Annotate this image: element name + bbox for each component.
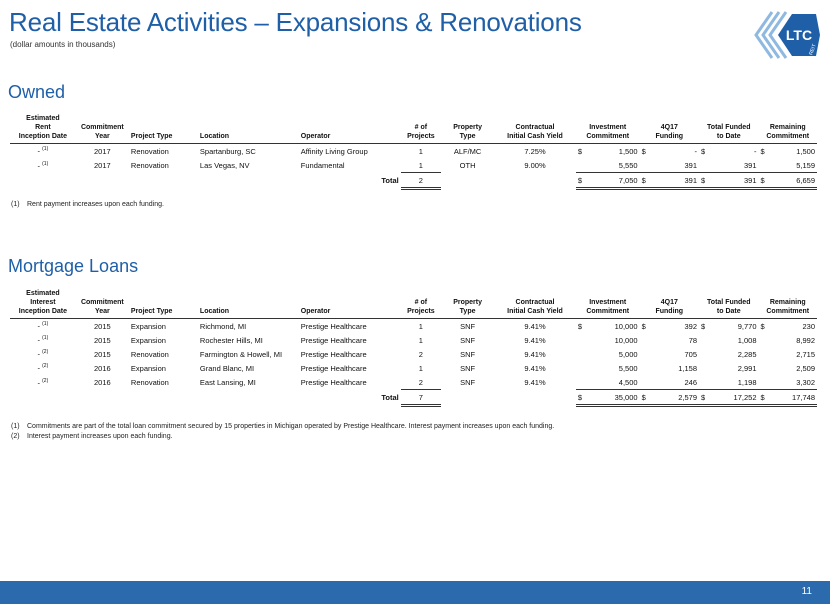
col-header-operator: Operator	[300, 133, 331, 140]
operator: Prestige Healthcare	[300, 377, 367, 387]
currency-symbol	[759, 158, 772, 173]
operator: Prestige Healthcare	[300, 321, 367, 331]
remaining-commitment: 2,509	[796, 363, 815, 373]
commitment-year: 2016	[94, 377, 111, 387]
col-header-projects: # of Projects	[407, 299, 435, 315]
currency-symbol: $	[576, 173, 589, 189]
currency-symbol	[640, 333, 653, 347]
section-title-mortgage-loans: Mortgage Loans	[8, 256, 139, 276]
investment-commitment: 10,000	[614, 321, 638, 331]
investment-commitment: 5,550	[589, 158, 640, 173]
property-type: SNF	[460, 377, 476, 387]
currency-symbol	[640, 158, 653, 173]
col-header-property-type: Property Type	[453, 299, 482, 315]
currency-symbol	[759, 333, 772, 347]
commitment-year: 2015	[94, 349, 111, 359]
currency-symbol: $	[760, 321, 765, 331]
total-quarter-funding: 2,579	[652, 390, 699, 406]
property-type: SNF	[460, 363, 476, 373]
project-type: Renovation	[130, 146, 169, 156]
location: Farmington & Howell, MI	[199, 349, 283, 359]
currency-symbol	[759, 361, 772, 375]
col-header-4q17: 4Q17 Funding	[655, 299, 684, 315]
col-header-investment: Investment Commitment	[586, 124, 630, 140]
inception-date: - $^{(1)}$	[37, 146, 49, 156]
project-count: 2	[401, 375, 441, 390]
total-funded: 2,991	[737, 363, 757, 373]
commitment-year: 2017	[94, 146, 111, 156]
col-header-total-funded: Total Funded to Date	[707, 299, 751, 315]
inception-date: - $^{(1)}$	[37, 335, 49, 345]
remaining-commitment: 5,159	[771, 158, 817, 173]
mortgage-footnote-2: (2) Interest payment increases upon each funding.	[11, 433, 173, 440]
total-investment: 7,050	[589, 173, 640, 189]
project-count: 2	[418, 349, 423, 359]
currency-symbol	[640, 347, 653, 361]
page-number: 11	[801, 586, 812, 597]
currency-symbol	[576, 347, 589, 361]
operator: Affinity Living Group	[300, 146, 368, 156]
operator: Fundamental	[300, 160, 345, 170]
total-remaining: 17,748	[771, 390, 817, 406]
location: Spartanburg, SC	[199, 146, 256, 156]
mortgage-footnote-1: (1) Commitments are part of the total loan commitment secured by 15 properties in Michigan operated by Prestige Healthcare. Interest payment increases upon each funding.	[11, 423, 555, 430]
col-header-remaining: Remaining Commitment	[766, 124, 810, 140]
total-quarter-funding: 391	[652, 173, 699, 189]
total-funded: 2,285	[737, 349, 757, 359]
col-header-4q17: 4Q17 Funding	[655, 124, 684, 140]
footer-bar	[0, 581, 830, 604]
project-count: 1	[418, 335, 423, 345]
currency-symbol	[699, 158, 712, 173]
col-header-project-type: Project Type	[130, 133, 173, 140]
operator: Prestige Healthcare	[300, 349, 367, 359]
cash-yield: 9.41%	[524, 349, 546, 359]
col-header-operator: Operator	[300, 308, 331, 315]
owned-header-row	[10, 114, 817, 144]
section-title-owned: Owned	[8, 82, 66, 102]
total-row	[10, 173, 817, 189]
table-row	[10, 347, 817, 361]
project-type: Renovation	[130, 377, 169, 387]
col-header-yield: Contractual Initial Cash Yield	[507, 124, 563, 140]
table-row	[10, 319, 817, 334]
page-title: Real Estate Activities – Expansions & Renovations	[9, 7, 582, 37]
quarter-funding: -	[694, 146, 698, 156]
col-header-year: Commitment Year	[80, 124, 124, 140]
currency-symbol	[699, 361, 712, 375]
location: Rochester Hills, MI	[199, 335, 263, 345]
remaining-commitment: 2,715	[796, 349, 815, 359]
owned-footnote-1: (1) Rent payment increases upon each funding.	[11, 201, 164, 208]
currency-symbol	[759, 375, 772, 390]
total-funded: 1,198	[712, 375, 759, 390]
commitment-year: 2017	[94, 160, 111, 170]
currency-symbol: $	[760, 146, 765, 156]
logo-subtext: REIT	[808, 43, 818, 57]
col-header-total-funded: Total Funded to Date	[707, 124, 751, 140]
col-header-year: Commitment Year	[80, 299, 124, 315]
total-funded: -	[754, 146, 757, 156]
remaining-commitment: 3,302	[771, 375, 817, 390]
total-funded: 1,008	[737, 335, 757, 345]
location: East Lansing, MI	[199, 377, 256, 387]
col-header-location: Location	[199, 308, 230, 315]
col-header-remaining: Remaining Commitment	[766, 299, 810, 315]
investment-commitment: 4,500	[589, 375, 640, 390]
investment-commitment: 5,000	[618, 349, 638, 359]
investment-commitment: 10,000	[614, 335, 638, 345]
total-label: Total	[381, 176, 399, 185]
project-type: Expansion	[130, 321, 166, 331]
currency-symbol: $	[701, 146, 706, 156]
currency-symbol	[699, 375, 712, 390]
col-header-inception: Estimated Rent Inception Date	[18, 115, 68, 140]
currency-symbol: $	[699, 390, 712, 406]
cash-yield: 9.41%	[524, 335, 546, 345]
table-row	[10, 375, 817, 390]
logo-text: LTC	[785, 27, 813, 43]
currency-symbol: $	[759, 173, 772, 189]
property-type: SNF	[460, 335, 476, 345]
cash-yield: 9.41%	[524, 321, 546, 331]
ltc-logo	[752, 8, 822, 62]
inception-date: - $^{(2)}$	[37, 363, 49, 373]
currency-symbol: $	[641, 146, 646, 156]
project-type: Expansion	[130, 363, 166, 373]
quarter-funding: 705	[684, 349, 698, 359]
currency-symbol	[699, 333, 712, 347]
quarter-funding: 391	[652, 158, 699, 173]
total-projects: 2	[401, 173, 441, 189]
quarter-funding: 78	[688, 335, 698, 345]
investment-commitment: 1,500	[618, 146, 638, 156]
col-header-investment: Investment Commitment	[586, 299, 630, 315]
property-type: OTH	[459, 160, 476, 170]
currency-symbol	[576, 333, 589, 347]
total-projects: 7	[401, 390, 441, 406]
operator: Prestige Healthcare	[300, 363, 367, 373]
investment-commitment: 5,500	[618, 363, 638, 373]
currency-symbol	[640, 361, 653, 375]
operator: Prestige Healthcare	[300, 335, 367, 345]
quarter-funding: 392	[684, 321, 698, 331]
col-header-yield: Contractual Initial Cash Yield	[507, 299, 563, 315]
mortgage-header-row	[10, 289, 817, 319]
currency-symbol: $	[577, 321, 583, 331]
currency-symbol: $	[577, 146, 583, 156]
cash-yield: 9.41%	[524, 377, 546, 387]
remaining-commitment: 230	[802, 321, 815, 331]
currency-symbol	[576, 375, 589, 390]
total-label: Total	[381, 393, 399, 402]
inception-date: - $^{(2)}$	[37, 349, 49, 359]
inception-date: - $^{(1)}$	[37, 321, 49, 331]
total-funded: 391	[712, 158, 759, 173]
quarter-funding: 1,158	[678, 363, 698, 373]
property-type: SNF	[460, 349, 476, 359]
col-header-project-type: Project Type	[130, 308, 173, 315]
commitment-year: 2015	[94, 335, 111, 345]
property-type: ALF/MC	[453, 146, 482, 156]
currency-symbol: $	[576, 390, 589, 406]
remaining-commitment: 8,992	[796, 335, 815, 345]
currency-symbol: $	[640, 390, 653, 406]
table-row	[10, 333, 817, 347]
currency-symbol	[699, 347, 712, 361]
currency-symbol: $	[701, 321, 706, 331]
location: Richmond, MI	[199, 321, 247, 331]
total-funded-to-date: 391	[712, 173, 759, 189]
owned-table	[10, 114, 817, 190]
currency-symbol: $	[759, 390, 772, 406]
col-header-inception: Estimated Interest Inception Date	[18, 290, 68, 315]
cash-yield: 9.41%	[524, 363, 546, 373]
commitment-year: 2015	[94, 321, 111, 331]
project-count: 1	[418, 321, 423, 331]
table-row	[10, 158, 817, 173]
col-header-projects: # of Projects	[407, 124, 435, 140]
col-header-property-type: Property Type	[453, 124, 482, 140]
property-type: SNF	[460, 321, 476, 331]
page-subtitle: (dollar amounts in thousands)	[10, 40, 116, 49]
currency-symbol: $	[641, 321, 646, 331]
total-funded: 9,770	[737, 321, 757, 331]
cash-yield: 9.00%	[524, 160, 546, 170]
currency-symbol	[640, 375, 653, 390]
project-type: Renovation	[130, 349, 169, 359]
currency-symbol: $	[640, 173, 653, 189]
currency-symbol	[576, 158, 589, 173]
project-type: Renovation	[130, 160, 169, 170]
currency-symbol: $	[699, 173, 712, 189]
total-funded-to-date: 17,252	[712, 390, 759, 406]
commitment-year: 2016	[94, 363, 111, 373]
project-count: 1	[418, 146, 423, 156]
total-row	[10, 390, 817, 406]
quarter-funding: 246	[652, 375, 699, 390]
total-investment: 35,000	[589, 390, 640, 406]
col-header-location: Location	[199, 133, 230, 140]
project-type: Expansion	[130, 335, 166, 345]
currency-symbol	[759, 347, 772, 361]
project-count: 1	[418, 363, 423, 373]
mortgage-table	[10, 289, 817, 407]
inception-date: - $^{(1)}$	[37, 160, 49, 170]
remaining-commitment: 1,500	[796, 146, 815, 156]
table-row	[10, 144, 817, 159]
inception-date: - $^{(2)}$	[37, 377, 49, 387]
project-count: 1	[401, 158, 441, 173]
total-remaining: 6,659	[771, 173, 817, 189]
location: Las Vegas, NV	[199, 160, 250, 170]
cash-yield: 7.25%	[524, 146, 546, 156]
table-row	[10, 361, 817, 375]
currency-symbol	[576, 361, 589, 375]
location: Grand Blanc, MI	[199, 363, 255, 373]
